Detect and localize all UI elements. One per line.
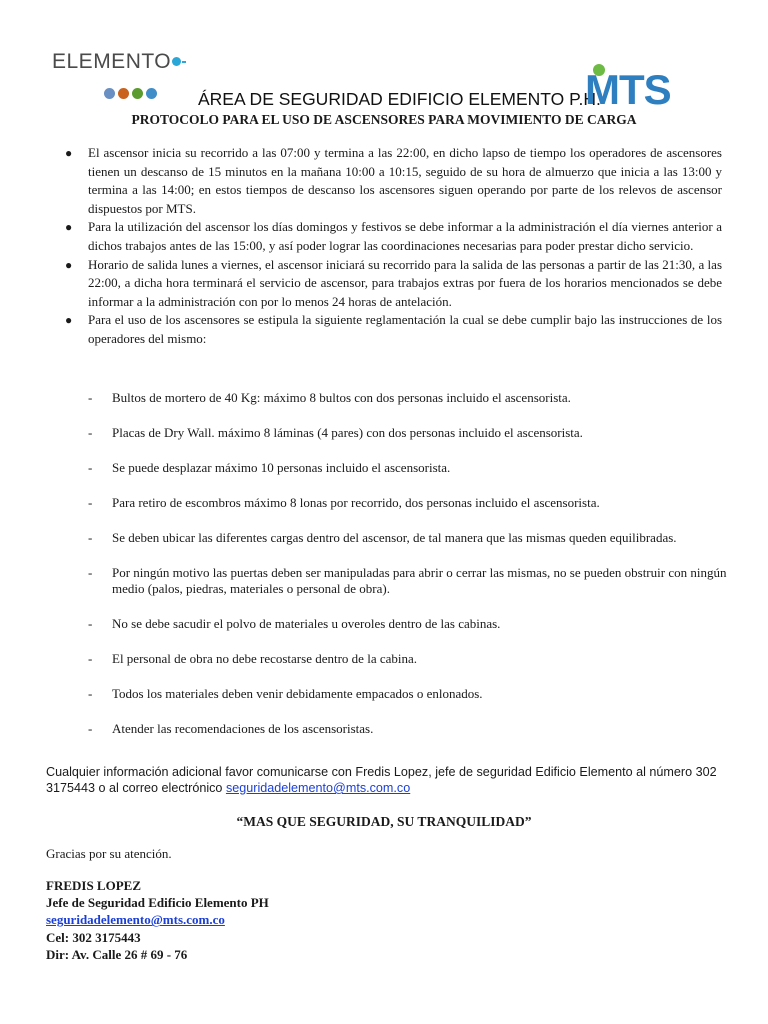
rule-item xyxy=(88,460,728,476)
signature-email-link[interactable]: seguridadelemento@mts.com.co xyxy=(46,912,225,928)
rule-item xyxy=(88,565,728,597)
rule-text: Para retiro de escombros máximo 8 lonas por recorrido, dos personas incluido el ascensorista. xyxy=(112,495,600,510)
leaf-icon xyxy=(132,88,143,99)
service-icons xyxy=(104,86,160,104)
rule-text: Atender las recomendaciones de los ascensoristas. xyxy=(112,721,374,736)
rules-list xyxy=(88,390,728,756)
dash-marker: - xyxy=(88,721,93,736)
dash-marker: - xyxy=(88,390,93,405)
rule-item xyxy=(88,495,728,511)
dash-marker: - xyxy=(88,495,93,510)
rule-text: Placas de Dry Wall. máximo 8 láminas (4 pares) con dos personas incluido el ascensorista. xyxy=(112,425,583,440)
dash-marker: - xyxy=(88,616,93,631)
elemento-logo-text: ELEMENTO xyxy=(52,50,172,73)
fire-icon xyxy=(118,88,129,99)
bullet-item xyxy=(62,311,722,348)
bullet-list xyxy=(62,144,722,349)
rule-text: No se debe sacudir el polvo de materiales u overoles dentro de las cabinas. xyxy=(112,616,501,631)
rule-item xyxy=(88,530,728,546)
contact-paragraph xyxy=(46,764,736,796)
water-drop-icon xyxy=(104,88,115,99)
rule-text: Se deben ubicar las diferentes cargas dentro del ascensor, de tal manera que las mismas queden equilibradas. xyxy=(112,530,677,545)
rule-text: Por ningún motivo las puertas deben ser manipuladas para abrir o cerrar las mismas, no se pueden obstruir con ningún medio (palos, piedras, materiales o personal de obra). xyxy=(112,565,727,596)
bullet-item xyxy=(62,256,722,312)
bullet-item xyxy=(62,218,722,255)
rule-item xyxy=(88,686,728,702)
slogan: “MAS QUE SEGURIDAD, SU TRANQUILIDAD” xyxy=(236,814,532,829)
rule-text: Bultos de mortero de 40 Kg: máximo 8 bultos con dos personas incluido el ascensorista. xyxy=(112,390,571,405)
mts-logo-icon xyxy=(585,64,681,112)
logo-dash-icon xyxy=(182,61,186,63)
rule-item xyxy=(88,425,728,441)
dash-marker: - xyxy=(88,530,93,545)
bullet-item xyxy=(62,144,722,218)
rule-text: El personal de obra no debe recostarse dentro de la cabina. xyxy=(112,651,418,666)
contact-text: Cualquier información adicional favor comunicarse con Fredis Lopez, jefe de seguridad Edificio Elemento al número 302 3175443 o al correo electrónico xyxy=(46,765,717,795)
rule-text: Se puede desplazar máximo 10 personas incluido el ascensorista. xyxy=(112,460,451,475)
contact-email-link[interactable]: seguridadelemento@mts.com.co xyxy=(225,781,411,795)
signature-phone: Cel: 302 3175443 xyxy=(46,929,141,945)
bullet-text: Horario de salida lunes a viernes, el ascensor iniciará su recorrido para la salida de las personas a partir de las 21:30, a las 22:00, a dicha hora terminará el servicio de ascensor, para trabajos extras por fuera de los horarios mencionados se debe informar a la administración con por lo menos 24 horas de antelación. xyxy=(88,256,722,309)
bullet-icon: ● xyxy=(65,146,73,160)
rule-item xyxy=(88,390,728,406)
dash-marker: - xyxy=(88,460,93,475)
bullet-icon: ● xyxy=(65,220,73,235)
dash-marker: - xyxy=(88,565,93,580)
elemento-logo-icon xyxy=(52,50,186,74)
dash-marker: - xyxy=(88,425,93,440)
signature-address: Dir: Av. Calle 26 # 69 - 76 xyxy=(46,946,188,962)
protocol-title: PROTOCOLO PARA EL USO DE ASCENSORES PARA MOVIMIENTO DE CARGA xyxy=(131,112,637,127)
bullet-icon: ● xyxy=(65,257,73,272)
bullet-text: Para el uso de los ascensores se estipula la siguiente reglamentación la cual se debe cumplir bajo las instrucciones de los operadores del mismo: xyxy=(88,312,722,346)
dash-marker: - xyxy=(88,686,93,701)
bullet-icon: ● xyxy=(65,313,73,328)
logo-dot-icon xyxy=(172,57,181,66)
rule-item xyxy=(88,616,728,632)
bullet-text: El ascensor inicia su recorrido a las 07:00 y termina a las 22:00, en dicho lapso de tiempo los operadores de ascensores tienen un descanso de 15 minutos en la mañana 10:00 a 10:15, seguido de su hora de almuerzo que inicia a las 13:00 y termina a las 14:00; en estos tiempos de descanso los ascensores siguen operando por parte de los relevos de ascensor dispuestos por MTS. xyxy=(88,145,722,216)
area-title: ÁREA DE SEGURIDAD EDIFICIO ELEMENTO P.H. xyxy=(198,89,601,109)
thanks-text: Gracias por su atención. xyxy=(46,846,172,861)
bullet-text: Para la utilización del ascensor los días domingos y festivos se debe informar a la administración el día viernes anterior a dichos trabajos antes de las 15:00, y así poder lograr las coordinaciones necesarias para poder prestar dicho servicio. xyxy=(88,219,722,253)
globe-icon xyxy=(146,88,157,99)
rule-item xyxy=(88,721,728,737)
signature-block xyxy=(46,877,269,963)
signature-role: Jefe de Seguridad Edificio Elemento PH xyxy=(46,895,269,911)
rule-text: Todos los materiales deben venir debidamente empacados o enlonados. xyxy=(112,686,483,701)
signature-name: FREDIS LOPEZ xyxy=(46,878,141,893)
rule-item xyxy=(88,651,728,667)
dash-marker: - xyxy=(88,651,93,666)
mts-logo-text: MTS xyxy=(585,66,671,113)
